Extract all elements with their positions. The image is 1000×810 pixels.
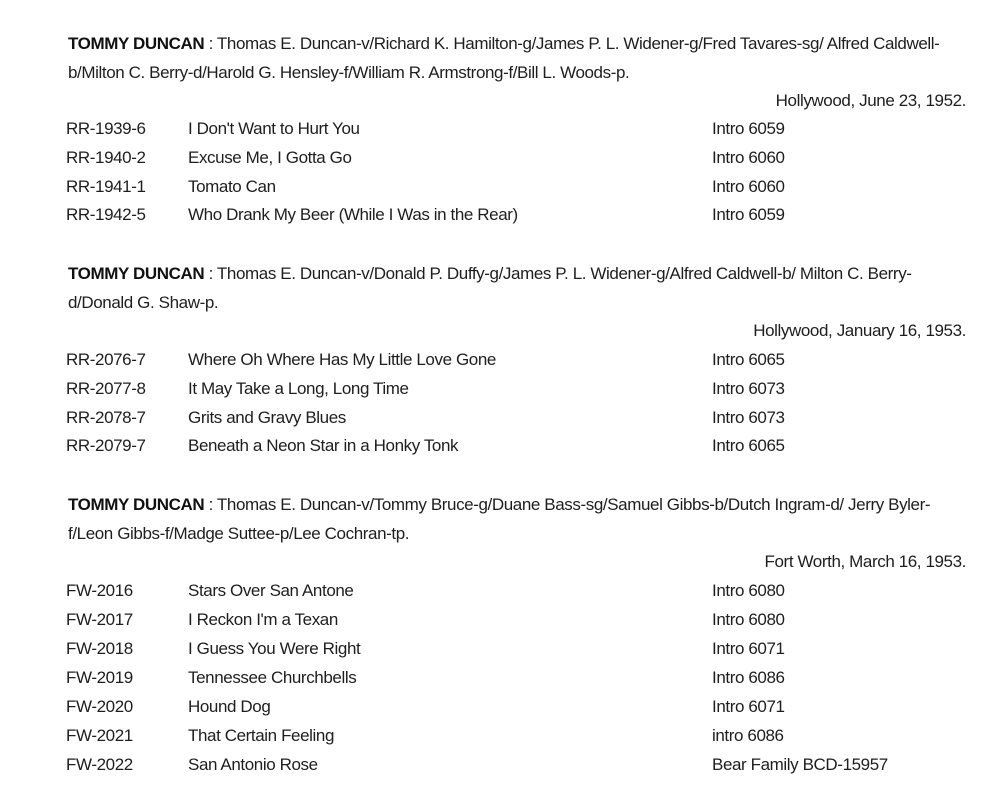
- matrix-number: FW-2022: [66, 755, 133, 774]
- matrix-number: FW-2019: [66, 668, 133, 687]
- track-title: It May Take a Long, Long Time: [188, 379, 409, 398]
- release-number: Intro 6060: [712, 148, 785, 167]
- release-number: Intro 6065: [712, 350, 785, 369]
- track-title: Tennessee Churchbells: [188, 668, 357, 687]
- release-number: Intro 6059: [712, 205, 785, 224]
- track-title: Who Drank My Beer (While I Was in the Rear): [188, 205, 518, 224]
- release-number: Intro 6059: [712, 119, 785, 138]
- track-title: Beneath a Neon Star in a Honky Tonk: [188, 436, 459, 455]
- session-leader: TOMMY DUNCAN: [68, 34, 205, 53]
- track-row: [0, 663, 1000, 692]
- leader-separator: :: [204, 264, 217, 283]
- release-number: Intro 6065: [712, 436, 785, 455]
- session-personnel: [68, 490, 948, 548]
- track-row: [0, 721, 1000, 750]
- matrix-number: RR-1940-2: [66, 148, 146, 167]
- personnel-text: Thomas E. Duncan-v/Richard K. Hamilton-g/James P. L. Widener-g/Fred Tavares-sg/ Alfred Caldwell-b/Milton C. Berry-d/Harold G. Hensley-f/William R. Armstrong-f/Bill L. Woods-p.: [68, 34, 940, 82]
- session-leader: TOMMY DUNCAN: [68, 495, 205, 514]
- release-number: Intro 6086: [712, 668, 785, 687]
- release-number: Intro 6080: [712, 610, 785, 629]
- session-personnel: [68, 29, 948, 87]
- matrix-number: FW-2020: [66, 697, 133, 716]
- session-leader: TOMMY DUNCAN: [68, 264, 205, 283]
- track-row: [0, 605, 1000, 634]
- matrix-number: RR-2077-8: [66, 379, 146, 398]
- track-title: That Certain Feeling: [188, 726, 335, 745]
- track-row: [0, 403, 1000, 432]
- session-personnel: [68, 259, 948, 317]
- track-title: Excuse Me, I Gotta Go: [188, 148, 352, 167]
- release-number: Intro 6073: [712, 408, 785, 427]
- release-number: Intro 6080: [712, 581, 785, 600]
- personnel-text: Thomas E. Duncan-v/Tommy Bruce-g/Duane Bass-sg/Samuel Gibbs-b/Dutch Ingram-d/ Jerry Byler-f/Leon Gibbs-f/Madge Suttee-p/Lee Cochran-tp.: [68, 495, 931, 543]
- track-title: I Don't Want to Hurt You: [188, 119, 360, 138]
- track-title: Stars Over San Antone: [188, 581, 354, 600]
- session-place-date: Fort Worth, March 16, 1953.: [764, 552, 966, 571]
- matrix-number: RR-2079-7: [66, 436, 146, 455]
- track-row: [0, 143, 1000, 172]
- personnel-text: Thomas E. Duncan-v/Donald P. Duffy-g/James P. L. Widener-g/Alfred Caldwell-b/ Milton C. Berry-d/Donald G. Shaw-p.: [68, 264, 912, 312]
- track-title: I Guess You Were Right: [188, 639, 361, 658]
- track-row: [0, 692, 1000, 721]
- track-title: Grits and Gravy Blues: [188, 408, 346, 427]
- matrix-number: RR-1942-5: [66, 205, 146, 224]
- matrix-number: RR-2076-7: [66, 350, 146, 369]
- track-row: [0, 345, 1000, 374]
- track-title: Where Oh Where Has My Little Love Gone: [188, 350, 496, 369]
- track-row: [0, 200, 1000, 229]
- track-row: [0, 114, 1000, 143]
- track-title: Hound Dog: [188, 697, 271, 716]
- leader-separator: :: [204, 495, 217, 514]
- track-row: [0, 750, 1000, 779]
- track-title: Tomato Can: [188, 177, 276, 196]
- track-row: [0, 172, 1000, 201]
- matrix-number: FW-2021: [66, 726, 133, 745]
- track-row: [0, 634, 1000, 663]
- matrix-number: FW-2017: [66, 610, 133, 629]
- track-row: [0, 431, 1000, 460]
- release-number: Intro 6071: [712, 697, 785, 716]
- release-number: Intro 6073: [712, 379, 785, 398]
- track-row: [0, 374, 1000, 403]
- matrix-number: FW-2016: [66, 581, 133, 600]
- track-row: [0, 576, 1000, 605]
- session-place-date: Hollywood, January 16, 1953.: [753, 321, 966, 340]
- matrix-number: RR-2078-7: [66, 408, 146, 427]
- matrix-number: RR-1941-1: [66, 177, 146, 196]
- release-number: Intro 6060: [712, 177, 785, 196]
- matrix-number: RR-1939-6: [66, 119, 146, 138]
- matrix-number: FW-2018: [66, 639, 133, 658]
- leader-separator: :: [204, 34, 217, 53]
- release-number: Bear Family BCD-15957: [712, 755, 888, 774]
- release-number: Intro 6071: [712, 639, 785, 658]
- track-title: San Antonio Rose: [188, 755, 318, 774]
- release-number: intro 6086: [712, 726, 784, 745]
- track-title: I Reckon I'm a Texan: [188, 610, 338, 629]
- session-place-date: Hollywood, June 23, 1952.: [775, 91, 966, 110]
